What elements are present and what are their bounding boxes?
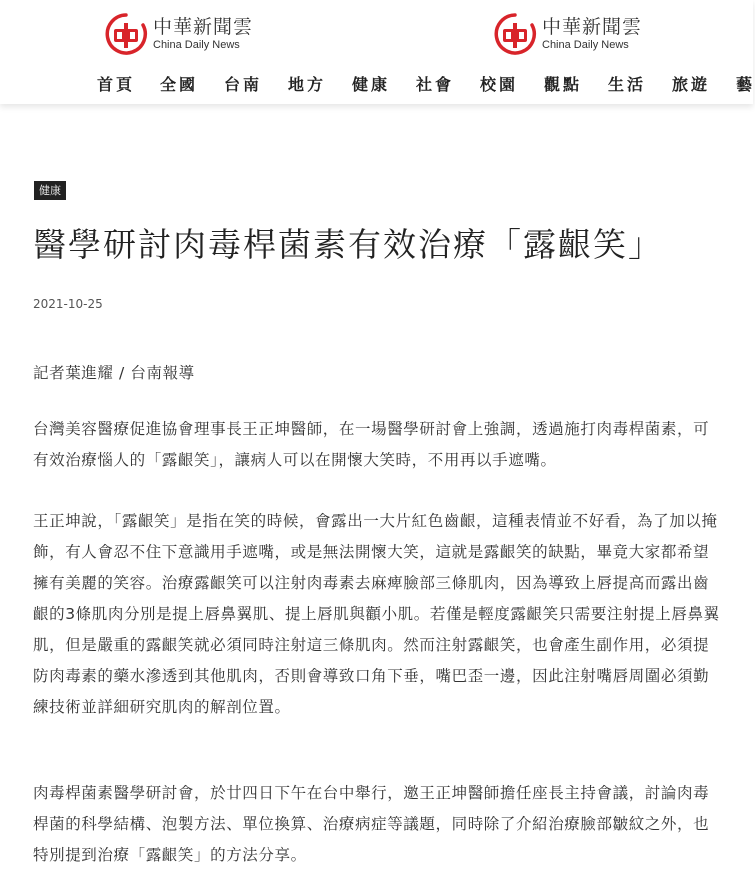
nav-item-travel[interactable]: 旅遊 <box>672 75 711 94</box>
article-title: 醫學研討肉毒桿菌素有效治療「露齦笑」 <box>33 225 663 264</box>
nav-item-arts[interactable]: 藝 <box>736 75 755 94</box>
logo-name-en: China Daily News <box>153 38 240 51</box>
logo-name-en: China Daily News <box>542 38 629 51</box>
nav-item-local[interactable]: 地方 <box>288 75 327 94</box>
article-date: 2021-10-25 <box>33 297 103 311</box>
brand-logo-icon <box>494 13 536 55</box>
nav-item-home[interactable]: 首頁 <box>97 75 136 94</box>
article-paragraph: 台灣美容醫療促進協會理事長王正坤醫師，在一場醫學研討會上強調，透過施打肉毒桿菌素，可有效治療惱人的「露齦笑」，讓病人可以在開懷大笑時，不用再以手遮嘴。 <box>33 420 710 469</box>
nav-item-campus[interactable]: 校園 <box>480 75 519 94</box>
logo-name-cn: 中華新聞雲 <box>153 15 254 38</box>
article-paragraph: 王正坤說，「露齦笑」是指在笑的時候，會露出一大片紅色齒齦，這種表情並不好看，為了加以掩飾，有人會忍不住下意識用手遮嘴，或是無法開懷大笑，這就是露齦笑的缺點，畢竟大家都希望擁有美麗的笑容。治療露齦笑可以注射肉毒素去麻痺臉部三條肌肉，因為導致上唇提高而露出齒齦的3條肌肉分別是提上唇鼻翼肌、提上唇肌與顴小肌。若僅是輕度露齦笑只需要注射提上唇鼻翼肌，但是嚴重的露齦笑就必須同時注射這三條肌肉。然而注射露齦笑，也會產生副作用，必須提防肉毒素的藥水滲透到其他肌肉，否則會導致口角下垂，嘴巴歪一邊，因此注射嘴唇周圍必須勤練技術並詳細研究肌肉的解剖位置。 <box>33 512 720 716</box>
nav-item-life[interactable]: 生活 <box>608 75 647 94</box>
brand-logo-icon <box>105 13 147 55</box>
site-logo-secondary[interactable] <box>494 13 642 55</box>
category-badge[interactable]: 健康 <box>34 181 66 200</box>
nav-item-national[interactable]: 全國 <box>160 75 199 94</box>
main-nav <box>0 72 753 98</box>
article-byline: 記者葉進耀 / 台南報導 <box>33 364 195 382</box>
nav-item-opinion[interactable]: 觀點 <box>544 75 583 94</box>
site-logo[interactable] <box>105 13 253 55</box>
site-header <box>0 0 753 104</box>
logo-name-cn: 中華新聞雲 <box>542 15 643 38</box>
nav-item-society[interactable]: 社會 <box>416 75 455 94</box>
nav-item-tainan[interactable]: 台南 <box>224 75 263 94</box>
article-paragraph: 肉毒桿菌素醫學研討會，於廿四日下午在台中舉行，邀王正坤醫師擔任座長主持會議，討論肉毒桿菌的科學結構、泡製方法、單位換算、治療病症等議題，同時除了介紹治療臉部皺紋之外，也特別提到治療「露齦笑」的方法分享。 <box>33 784 710 864</box>
nav-item-health[interactable]: 健康 <box>352 75 391 94</box>
